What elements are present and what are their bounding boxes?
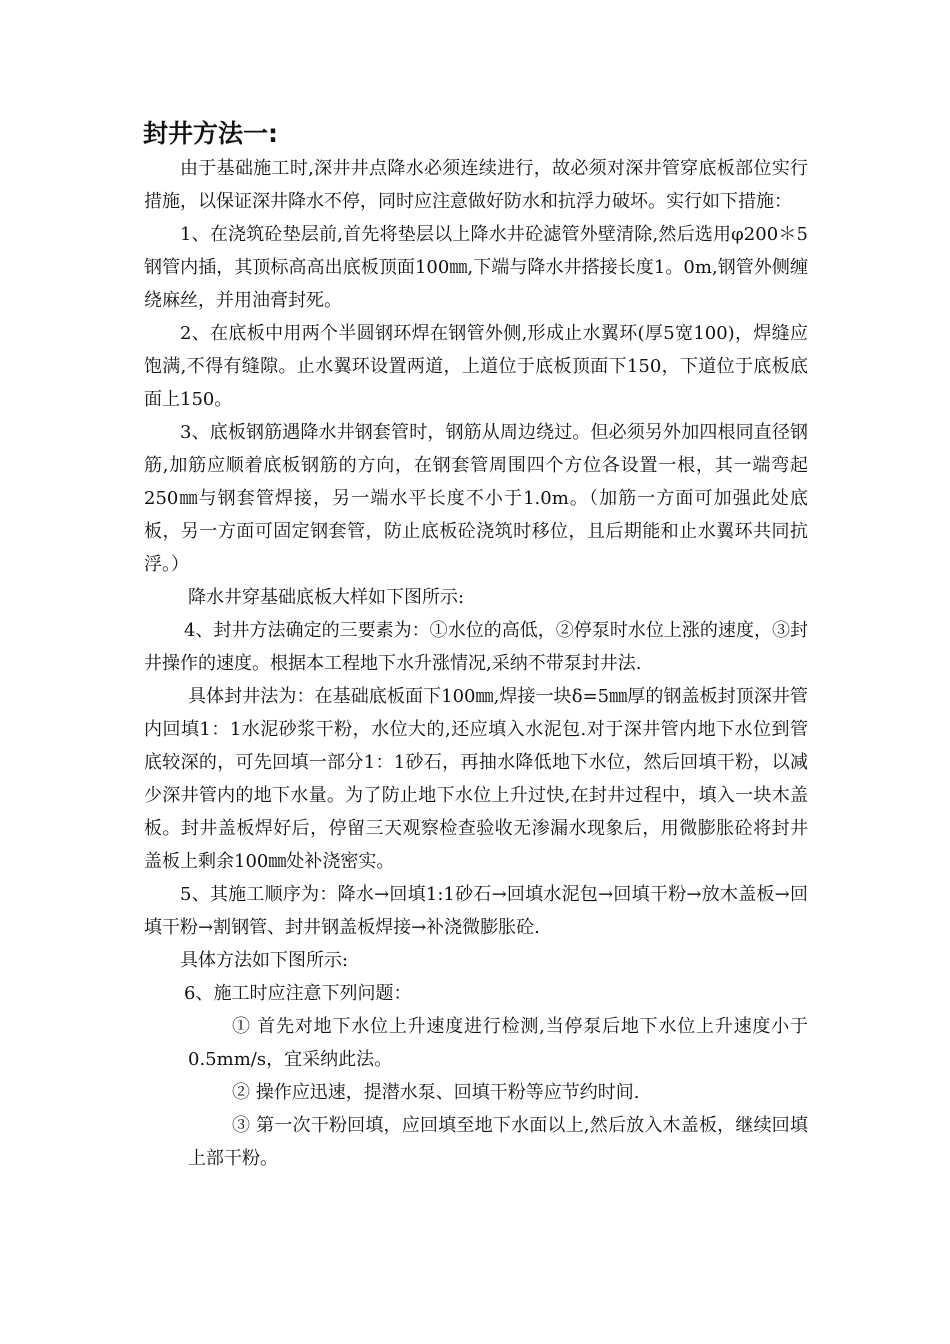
- note-3-paragraph: ③ 第一次干粉回填，应回填至地下水面以上,然后放入木盖板，继续回填上部干粉。: [188, 1115, 808, 1169]
- sealing-method-paragraph: 具体封井法为：在基础底板面下100㎜,焊接一块δ=5㎜厚的钢盖板封顶深井管内回填1：1水泥砂浆干粉，水位大的,还应填入水泥包.对于深井管内地下水位到管底较深的，可先回填一部分1：1砂石，再抽水降低地下水位，然后回填干粉，以减少深井管内的地下水量。为了防止地下水位上升过快,在封井过程中，填入一块木盖板。封井盖板焊好后，停留三天观察检查验收无渗漏水现象后，用微膨胀砼将封井盖板上剩余100㎜处补浇密实。: [144, 686, 808, 872]
- intro-paragraph: 由于基础施工时,深井井点降水必须连续进行，故必须对深井管穿底板部位实行措施，以保证深井降水不停，同时应注意做好防水和抗浮力破坏。实行如下措施：: [144, 158, 808, 212]
- measure-6-paragraph: 6、施工时应注意下列问题：: [184, 983, 412, 1004]
- measure-3-paragraph: 3、底板钢筋遇降水井钢套管时，钢筋从周边绕过。但必须另外加四根同直径钢筋,加筋应顺着底板钢筋的方向，在钢套管周围四个方位各设置一根，其一端弯起250㎜与钢套管焊接，另一端水平长度不小于1.0m。（加筋一方面可加强此处底板，另一方面可固定钢套管，防止底板砼浇筑时移位，且后期能和止水翼环共同抗浮。）: [144, 422, 808, 575]
- note-1-paragraph: ① 首先对地下水位上升速度进行检测,当停泵后地下水位上升速度小于0.5mm/s，宜采纳此法。: [188, 1016, 808, 1070]
- measure-1-paragraph: 1、在浇筑砼垫层前,首先将垫层以上降水井砼滤管外壁清除,然后选用φ200＊5钢管内插，其顶标高高出底板顶面100㎜,下端与降水井搭接长度1。0m,钢管外侧缠绕麻丝，并用油膏封死。: [144, 224, 808, 311]
- figure-caption-detail: 降水井穿基础底板大样如下图所示:: [188, 587, 465, 608]
- measure-2-paragraph: 2、在底板中用两个半圆钢环焊在钢管外侧,形成止水翼环(厚5宽100)，焊缝应饱满,不得有缝隙。止水翼环设置两道，上道位于底板顶面下150，下道位于底板底面上150。: [144, 323, 808, 410]
- measure-4-paragraph: 4、封井方法确定的三要素为：①水位的高低，②停泵时水位上涨的速度，③封井操作的速度。根据本工程地下水升涨情况,采纳不带泵封井法.: [144, 620, 808, 674]
- section-heading: 封井方法一:: [143, 119, 278, 148]
- note-2-paragraph: ② 操作应迅速，提潜水泵、回填干粉等应节约时间.: [232, 1082, 640, 1103]
- figure-caption-method: 具体方法如下图所示:: [180, 950, 349, 971]
- measure-5-paragraph: 5、其施工顺序为：降水→回填1:1砂石→回填水泥包→回填干粉→放木盖板→回填干粉→割钢管、封井钢盖板焊接→补浇微膨胀砼.: [144, 884, 808, 938]
- document-body: [144, 152, 808, 1175]
